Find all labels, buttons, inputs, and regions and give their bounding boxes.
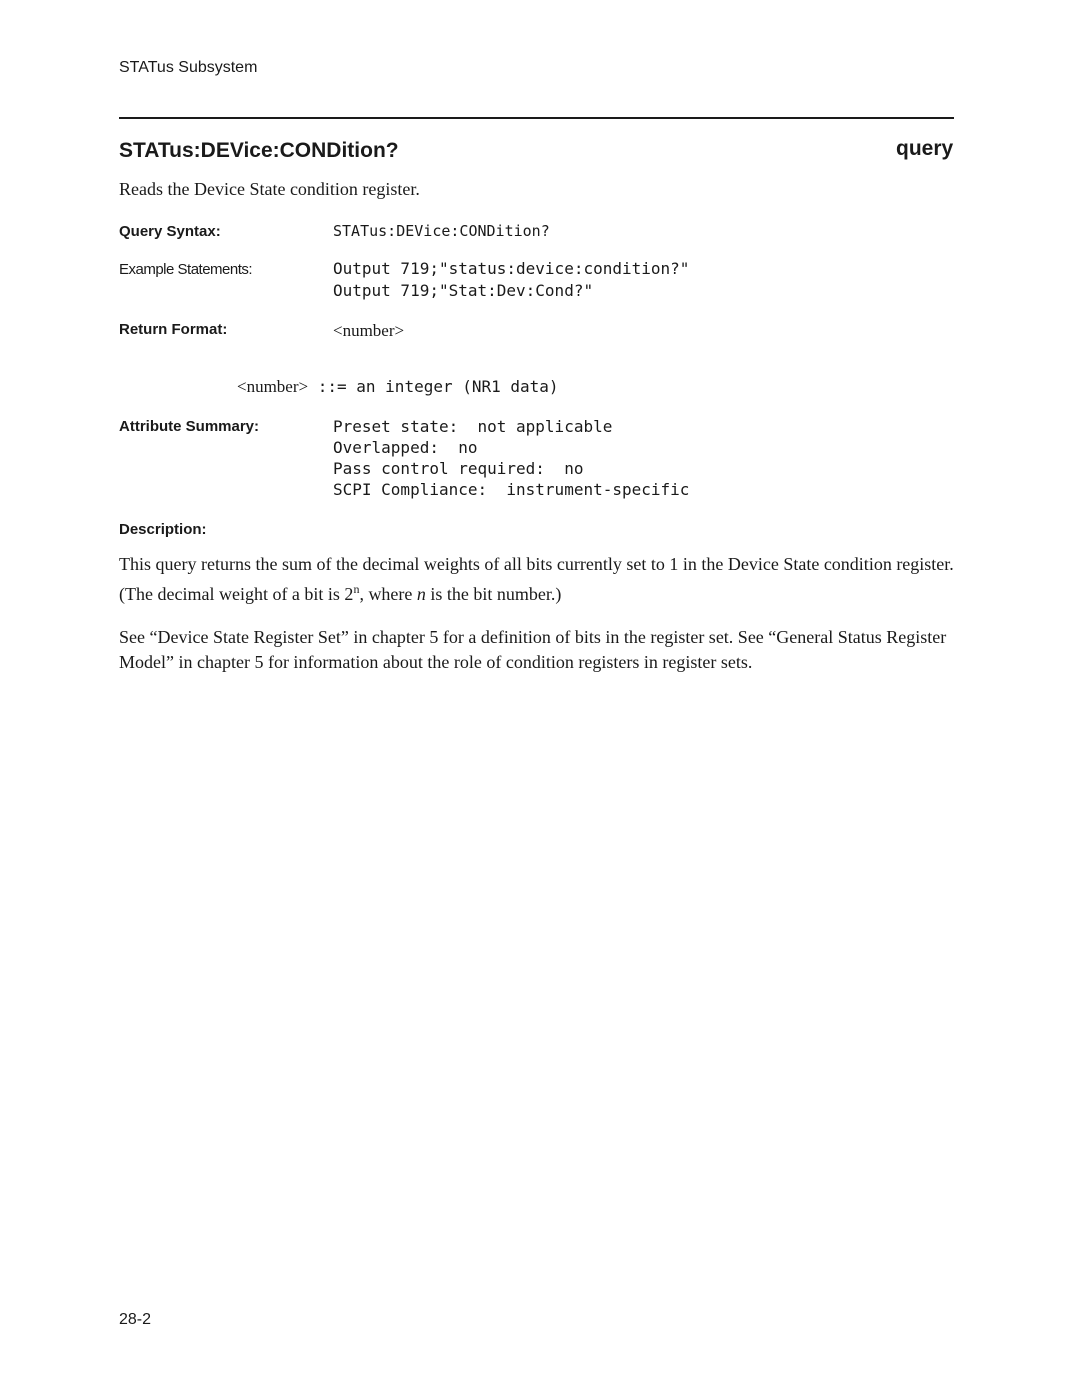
number-definition (237, 377, 559, 397)
attribute-pass-control: Pass control required: no (333, 459, 584, 478)
para1-text: This query returns the sum of the decimal weights of all bits currently set to 1 in the Device State condition register. (The decimal weight of a bit is 2 (119, 554, 954, 604)
para1-end: is the bit number.) (425, 584, 562, 604)
return-format-label: Return Format: (119, 321, 228, 338)
variable-n: n (416, 584, 426, 604)
command-type: query (896, 137, 954, 160)
query-syntax-value: STATus:DEVice:CONDition? (333, 222, 550, 240)
definition-text: ::= an integer (NR1 data) (308, 377, 559, 396)
para1-mid: , where (359, 584, 417, 604)
attribute-summary-values (333, 416, 689, 500)
example-statement-2: Output 719;"Stat:Dev:Cond?" (333, 281, 594, 300)
query-syntax-label: Query Syntax: (119, 223, 221, 240)
attribute-summary-label: Attribute Summary: (119, 418, 260, 435)
description-paragraph-2: See “Device State Register Set” in chapter 5 for a definition of bits in the register set. See “General Status Register Model” in chapter 5 for information about the role of condition registers in register sets. (119, 627, 947, 672)
attribute-preset-state: Preset state: not applicable (333, 417, 613, 436)
example-statements-label: Example Statements: (119, 261, 253, 278)
attribute-scpi-compliance: SCPI Compliance: instrument-specific (333, 480, 690, 499)
running-header: STATus Subsystem (119, 59, 258, 76)
example-statement-1: Output 719;"status:device:condition?" (333, 259, 690, 278)
definition-term: <number> (237, 377, 309, 396)
page-number: 28-2 (119, 1311, 152, 1328)
command-summary: Reads the Device State condition register. (119, 179, 420, 199)
exponent-n: n (353, 582, 360, 596)
command-title: STATus:DEVice:CONDition? (119, 139, 399, 162)
description-label: Description: (119, 521, 207, 538)
attribute-overlapped: Overlapped: no (333, 438, 478, 457)
description-paragraph-1 (119, 552, 959, 607)
return-format-value: <number> (333, 321, 405, 340)
header-rule (119, 117, 954, 119)
